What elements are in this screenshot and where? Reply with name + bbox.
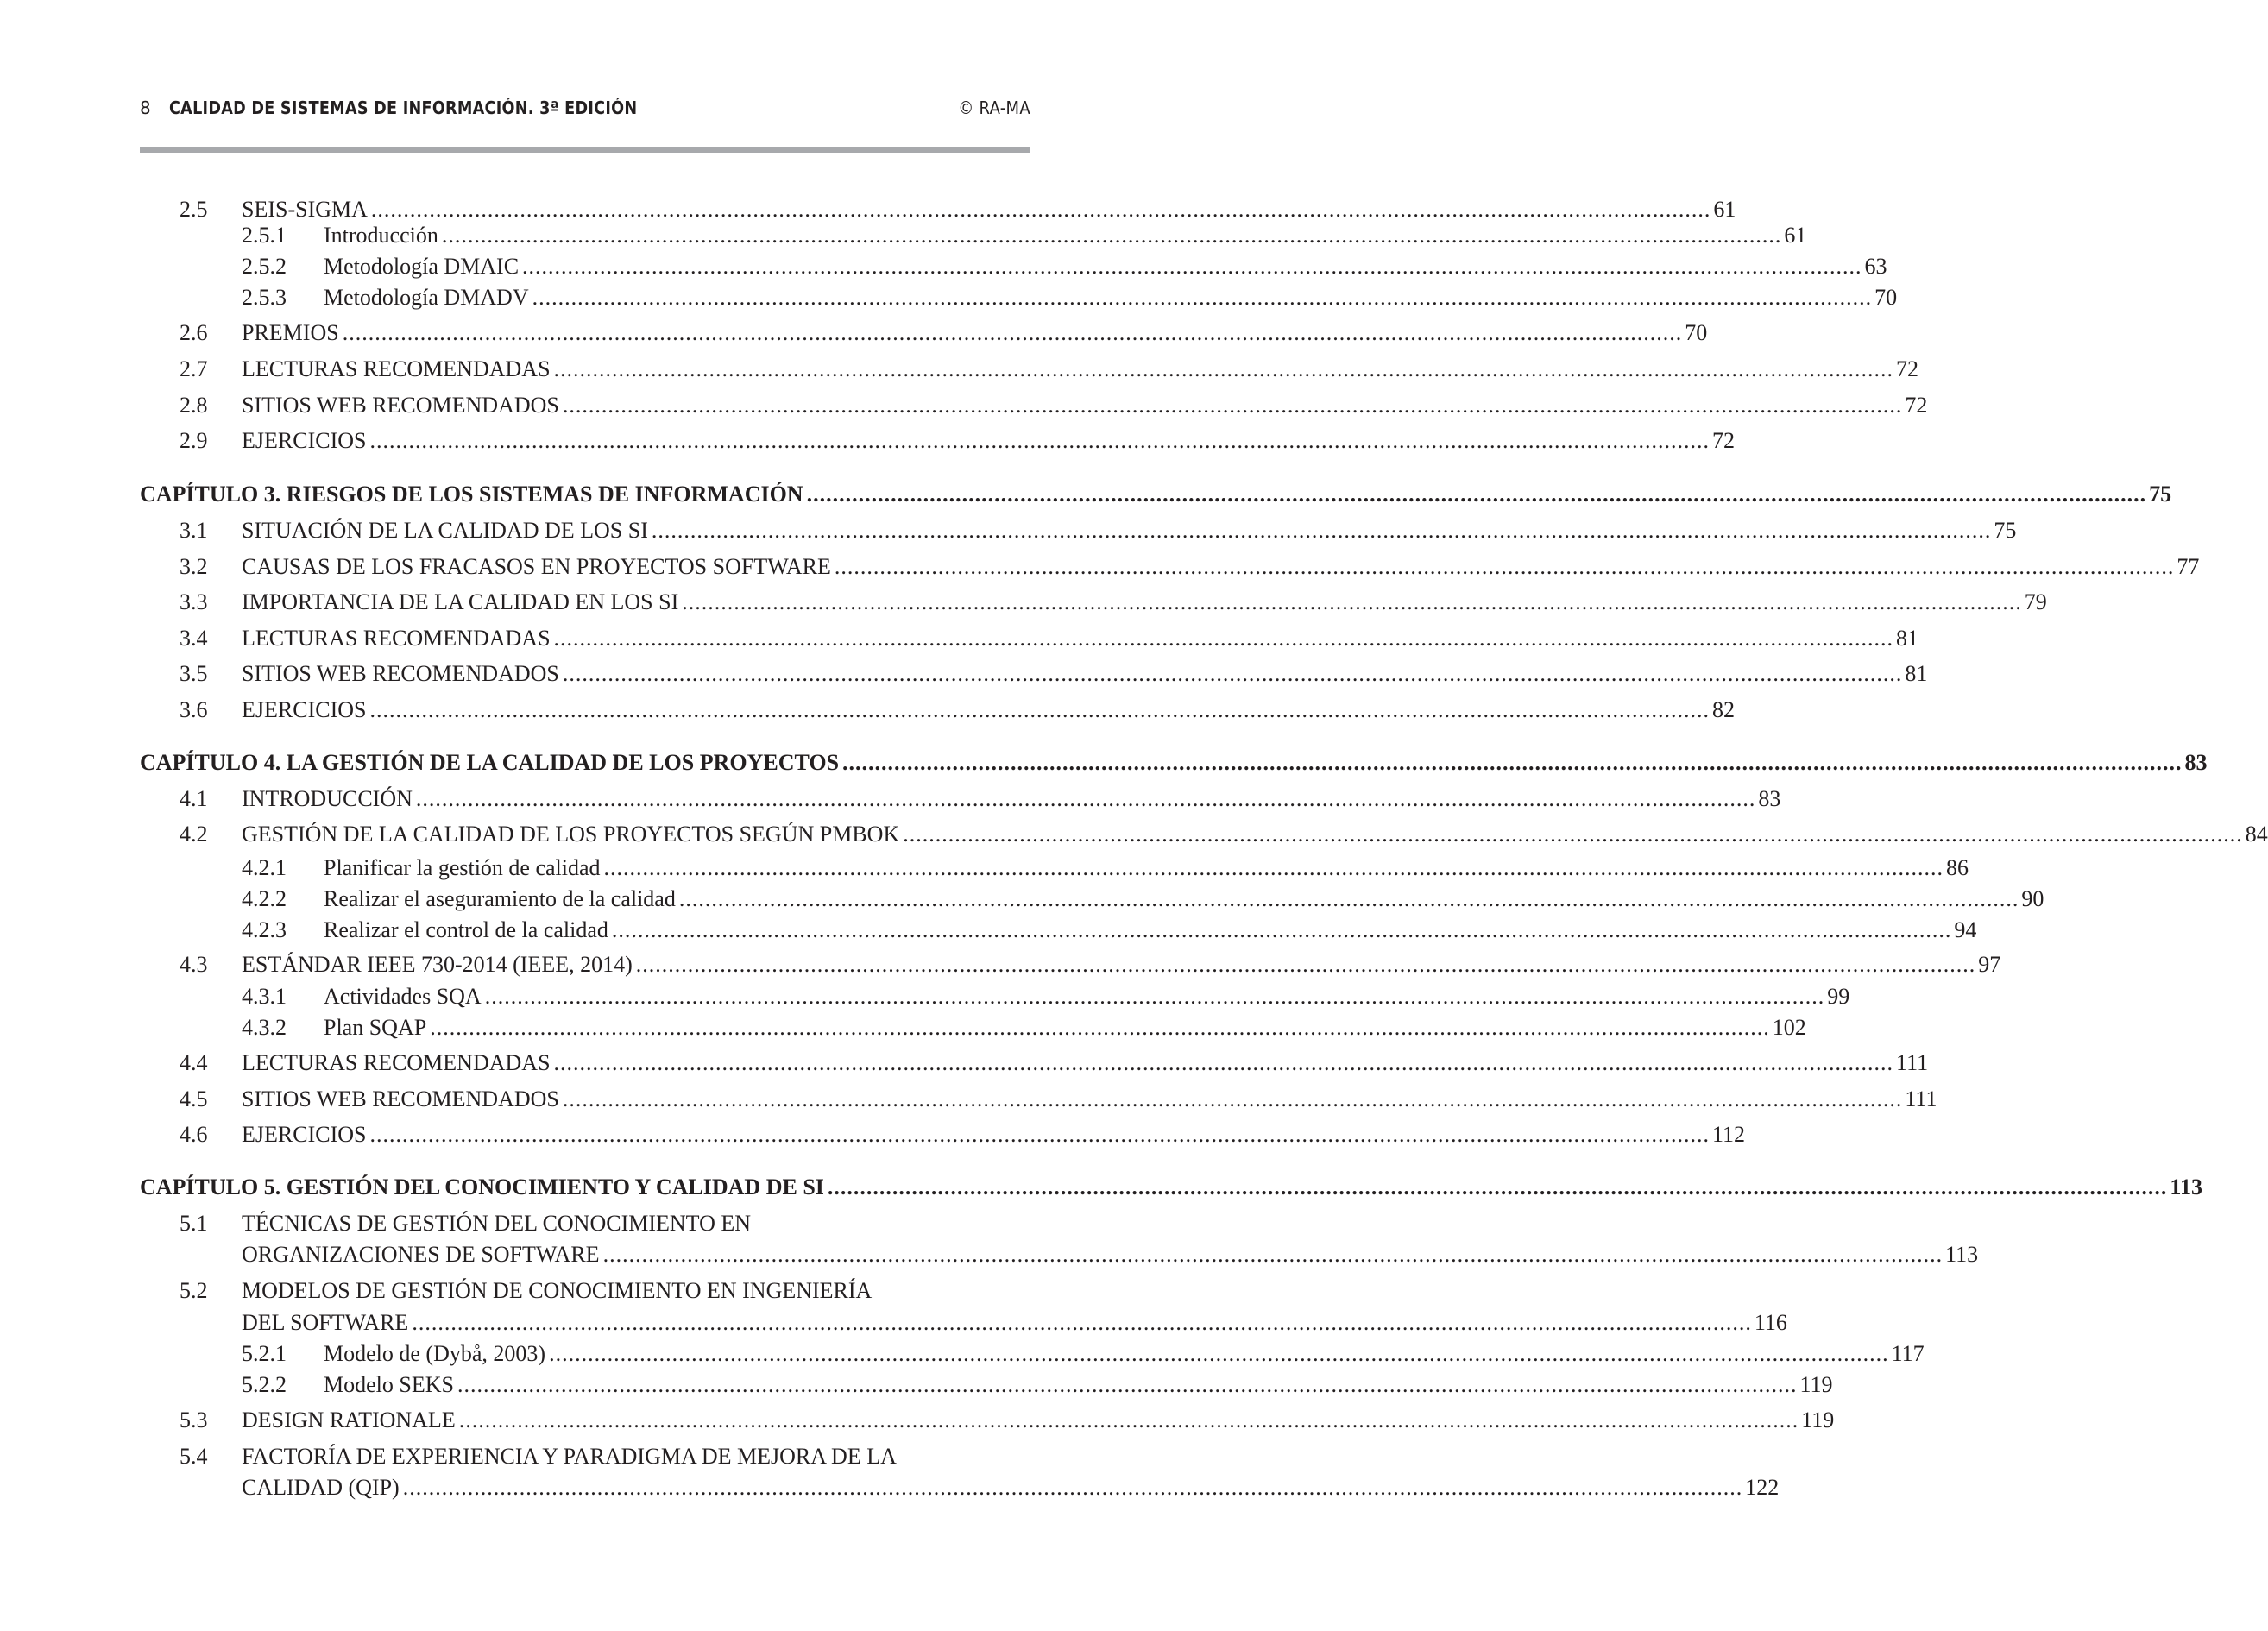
toc-entry [140, 982, 1850, 1011]
toc-entry-page: 117 [1891, 1341, 1925, 1366]
toc-entry-page: 116 [1754, 1310, 1787, 1335]
toc-entry-page: 111 [1896, 1050, 1929, 1075]
header-book-title: CALIDAD DE SISTEMAS DE INFORMACIÓN. 3ª EDICIÓN [169, 98, 638, 118]
toc-entry [140, 1013, 1806, 1042]
toc-entry-label: SITIOS WEB RECOMENDADOS [242, 661, 559, 686]
toc-leader-dots: ............................................................................................................................................................................................................... [602, 1242, 1944, 1267]
toc-entry-label: DEL SOFTWARE [242, 1310, 409, 1335]
toc-leader-dots: ............................................................................................................................................................................................................... [827, 1174, 2168, 1200]
toc-entry-number: 5.2.2 [242, 1372, 287, 1397]
toc-entry [140, 1406, 1835, 1435]
toc-entry-label: Plan SQAP [324, 1015, 427, 1040]
toc-leader-dots: ............................................................................................................................................................................................................... [369, 1122, 1710, 1147]
toc-entry-label: EJERCICIOS [242, 697, 367, 722]
toc-entry [140, 950, 2001, 979]
toc-leader-dots: ............................................................................................................................................................................................................... [651, 518, 1992, 543]
toc-entry [140, 1085, 1937, 1114]
toc-entry [140, 391, 1928, 420]
toc-entry-number: 4.2 [180, 822, 208, 847]
toc-entry-label: PREMIOS [242, 320, 339, 345]
toc-entry-number: 2.5 [180, 197, 208, 222]
toc-leader-dots: ............................................................................................................................................................................................................... [402, 1475, 1743, 1500]
toc-entry-number: 2.5.2 [242, 254, 287, 279]
toc-chapter-page: 83 [2184, 750, 2208, 775]
toc-entry-page: 99 [1827, 984, 1850, 1009]
toc-chapter [140, 1173, 2202, 1202]
toc-leader-dots: ............................................................................................................................................................................................................... [458, 1407, 1799, 1433]
toc-entry-page: 77 [2177, 554, 2200, 579]
toc-entry-page: 112 [1711, 1122, 1746, 1147]
toc-chapter-page: 75 [2149, 482, 2172, 507]
toc-entry-number: 3.5 [180, 661, 208, 686]
toc-entry-page: 84 [2245, 822, 2268, 847]
toc-entry-number: 3.1 [180, 518, 208, 543]
toc-entry-label: Introducción [324, 223, 438, 248]
toc-entry-page: 63 [1864, 254, 1887, 279]
toc-leader-dots: ............................................................................................................................................................................................................... [342, 320, 1683, 345]
toc-entry-page: 83 [1758, 786, 1781, 811]
toc-entry-number: 4.6 [180, 1122, 208, 1147]
toc-chapter-title: CAPÍTULO 3. RIESGOS DE LOS SISTEMAS DE INFORMACIÓN [140, 482, 803, 507]
toc-entry [140, 1120, 1746, 1149]
toc-entry [140, 221, 1807, 250]
toc-entry-label: LECTURAS RECOMENDADAS [242, 1050, 551, 1075]
toc-entry-number: 4.2.2 [242, 886, 287, 911]
toc-entry-label: DESIGN RATIONALE [242, 1407, 456, 1433]
toc-entry-label: FACTORÍA DE EXPERIENCIA Y PARADIGMA DE MEJORA DE LA [242, 1444, 897, 1469]
toc-entry [140, 1442, 1029, 1471]
toc-chapter [140, 480, 2172, 509]
toc-entry [140, 195, 1736, 224]
toc-leader-dots: ............................................................................................................................................................................................................... [635, 952, 1976, 977]
toc-entry-page: 102 [1772, 1015, 1806, 1040]
toc-entry-number: 2.8 [180, 393, 208, 418]
toc-entry [140, 318, 1708, 348]
toc-entry-page: 81 [1905, 661, 1928, 686]
toc-entry [140, 588, 2047, 617]
toc-leader-dots: ............................................................................................................................................................................................................... [553, 626, 1894, 651]
toc-entry [140, 355, 1919, 384]
toc-entry-number: 3.4 [180, 626, 208, 651]
toc-entry-continuation [140, 1473, 1780, 1502]
toc-entry-page: 70 [1874, 285, 1898, 310]
toc-entry [140, 624, 1919, 653]
toc-entry-page: 113 [1945, 1242, 1979, 1267]
toc-entry-page: 70 [1685, 320, 1708, 345]
toc-entry-number: 3.2 [180, 554, 208, 579]
toc-entry-page: 61 [1713, 197, 1736, 222]
toc-leader-dots: ............................................................................................................................................................................................................... [834, 554, 2175, 579]
toc-leader-dots: ............................................................................................................................................................................................................... [412, 1310, 1752, 1335]
toc-entry-number: 5.4 [180, 1444, 208, 1469]
toc-entry-page: 94 [1954, 917, 1977, 942]
toc-leader-dots: ............................................................................................................................................................................................................... [522, 254, 1862, 279]
toc-entry-label: SITIOS WEB RECOMENDADOS [242, 393, 559, 418]
toc-entry-label: Actividades SQA [324, 984, 482, 1009]
toc-entry-label: Planificar la gestión de calidad [324, 855, 601, 880]
toc-leader-dots: ............................................................................................................................................................................................................... [562, 393, 1903, 418]
toc-leader-dots: ............................................................................................................................................................................................................... [562, 661, 1903, 686]
toc-entry-page: 119 [1799, 1372, 1833, 1397]
toc-entry-number: 2.5.1 [242, 223, 287, 248]
toc-entry-page: 111 [1905, 1086, 1937, 1111]
toc-entry [140, 283, 1898, 312]
toc-entry-page: 86 [1946, 855, 1969, 880]
toc-entry-number: 4.3.2 [242, 1015, 287, 1040]
toc-entry-number: 5.3 [180, 1407, 208, 1433]
toc-entry-label: Metodología DMAIC [324, 254, 520, 279]
toc-chapter [140, 748, 2208, 778]
toc-leader-dots: ............................................................................................................................................................................................................... [553, 1050, 1894, 1075]
toc-entry-number: 4.2.3 [242, 917, 287, 942]
toc-entry-label: SITUACIÓN DE LA CALIDAD DE LOS SI [242, 518, 648, 543]
toc-leader-dots: ............................................................................................................................................................................................................... [603, 855, 1944, 880]
toc-leader-dots: ............................................................................................................................................................................................................... [532, 285, 1873, 310]
toc-entry-number: 3.6 [180, 697, 208, 722]
toc-entry [140, 552, 2200, 582]
toc-entry-number: 2.7 [180, 356, 208, 381]
toc-entry-label: CAUSAS DE LOS FRACASOS EN PROYECTOS SOFTWARE [242, 554, 831, 579]
toc-entry-number: 3.3 [180, 589, 208, 614]
toc-entry-label: LECTURAS RECOMENDADAS [242, 356, 551, 381]
toc-entry [140, 784, 1781, 814]
toc-entry-number: 4.1 [180, 786, 208, 811]
toc-entry-label: GESTIÓN DE LA CALIDAD DE LOS PROYECTOS SEGÚN PMBOK [242, 822, 900, 847]
toc-entry-label: Metodología DMADV [324, 285, 529, 310]
toc-entry-number: 5.2.1 [242, 1341, 287, 1366]
toc-chapter-page: 113 [2170, 1174, 2202, 1200]
toc-entry-page: 72 [1905, 393, 1928, 418]
toc-entry-label: Realizar el aseguramiento de la calidad [324, 886, 676, 911]
toc-entry-label: Realizar el control de la calidad [324, 917, 608, 942]
toc-chapter-title: CAPÍTULO 5. GESTIÓN DEL CONOCIMIENTO Y CALIDAD DE SI [140, 1174, 824, 1200]
toc-leader-dots: ............................................................................................................................................................................................................... [549, 1341, 1889, 1366]
toc-entry-continuation [140, 1240, 1979, 1269]
toc-leader-dots: ............................................................................................................................................................................................................... [553, 356, 1894, 381]
toc-entry-label: INTRODUCCIÓN [242, 786, 413, 811]
toc-entry-label: TÉCNICAS DE GESTIÓN DEL CONOCIMIENTO EN [242, 1211, 752, 1236]
toc-entry-label: SEIS-SIGMA [242, 197, 368, 222]
toc-entry [140, 820, 2268, 849]
toc-entry-label: LECTURAS RECOMENDADAS [242, 626, 551, 651]
toc-entry-number: 4.5 [180, 1086, 208, 1111]
toc-entry-label: EJERCICIOS [242, 1122, 367, 1147]
toc-leader-dots: ............................................................................................................................................................................................................... [806, 482, 2147, 507]
toc-entry-page: 61 [1784, 223, 1807, 248]
toc-entry [140, 252, 1887, 281]
toc-leader-dots: ............................................................................................................................................................................................................... [430, 1015, 1770, 1040]
toc-entry [140, 1276, 1029, 1306]
toc-entry-continuation [140, 1308, 1787, 1338]
toc-entry-label: Modelo SEKS [324, 1372, 454, 1397]
toc-leader-dots: ............................................................................................................................................................................................................... [369, 428, 1710, 453]
toc-entry-label: SITIOS WEB RECOMENDADOS [242, 1086, 559, 1111]
toc-entry-number: 2.9 [180, 428, 208, 453]
toc-entry-number: 4.3.1 [242, 984, 287, 1009]
toc-entry-number: 5.1 [180, 1211, 208, 1236]
toc-entry-page: 119 [1801, 1407, 1835, 1433]
toc-entry [140, 516, 2017, 545]
toc-entry-label: IMPORTANCIA DE LA CALIDAD EN LOS SI [242, 589, 679, 614]
toc-leader-dots: ............................................................................................................................................................................................................... [441, 223, 1782, 248]
header-publisher: © RA-MA [958, 98, 1030, 118]
toc-leader-dots: ............................................................................................................................................................................................................... [562, 1086, 1903, 1111]
toc-entry-page: 72 [1896, 356, 1919, 381]
toc-entry [140, 1339, 1925, 1369]
toc-entry [140, 916, 1977, 945]
toc-leader-dots: ............................................................................................................................................................................................................... [415, 786, 1756, 811]
toc-entry [140, 696, 1735, 725]
toc-entry-label: ORGANIZACIONES DE SOFTWARE [242, 1242, 600, 1267]
toc-entry [140, 1370, 1833, 1400]
toc-leader-dots: ............................................................................................................................................................................................................... [611, 917, 1952, 942]
toc-entry-number: 5.2 [180, 1278, 208, 1303]
toc-entry [140, 885, 2044, 914]
toc-entry-page: 90 [2021, 886, 2044, 911]
toc-entry-label: CALIDAD (QIP) [242, 1475, 400, 1500]
toc-entry-number: 2.6 [180, 320, 208, 345]
toc-entry-number: 4.4 [180, 1050, 208, 1075]
header-page-number: 8 [140, 98, 152, 118]
header-rule [140, 147, 1030, 153]
toc-entry-label: ESTÁNDAR IEEE 730-2014 (IEEE, 2014) [242, 952, 633, 977]
toc-chapter-title: CAPÍTULO 4. LA GESTIÓN DE LA CALIDAD DE LOS PROYECTOS [140, 750, 840, 775]
toc-entry [140, 1209, 1029, 1238]
toc-leader-dots: ............................................................................................................................................................................................................... [842, 750, 2183, 775]
toc-entry-number: 2.5.3 [242, 285, 287, 310]
toc-leader-dots: ............................................................................................................................................................................................................... [484, 984, 1825, 1009]
toc-leader-dots: ............................................................................................................................................................................................................... [457, 1372, 1798, 1397]
toc-leader-dots: ............................................................................................................................................................................................................... [903, 822, 2243, 847]
running-header [140, 93, 1030, 128]
toc-entry-label: EJERCICIOS [242, 428, 367, 453]
toc-leader-dots: ............................................................................................................................................................................................................... [369, 697, 1710, 722]
toc-leader-dots: ............................................................................................................................................................................................................... [678, 886, 2019, 911]
toc-entry-number: 4.3 [180, 952, 208, 977]
toc-entry-page: 81 [1896, 626, 1919, 651]
toc-entry-label: MODELOS DE GESTIÓN DE CONOCIMIENTO EN INGENIERÍA [242, 1278, 873, 1303]
toc-entry [140, 853, 1969, 883]
toc-entry [140, 1048, 1929, 1078]
toc-entry-page: 79 [2024, 589, 2047, 614]
toc-leader-dots: ............................................................................................................................................................................................................... [370, 197, 1711, 222]
toc-entry-page: 97 [1978, 952, 2001, 977]
toc-entry-label: Modelo de (Dybå, 2003) [324, 1341, 546, 1366]
toc-entry-page: 75 [1994, 518, 2017, 543]
toc-leader-dots: ............................................................................................................................................................................................................... [682, 589, 2022, 614]
toc-entry-number: 4.2.1 [242, 855, 287, 880]
toc-entry-page: 82 [1711, 697, 1735, 722]
toc-entry-page: 72 [1711, 428, 1735, 453]
toc-entry-page: 122 [1745, 1475, 1780, 1500]
toc-entry [140, 426, 1735, 456]
toc-entry [140, 659, 1928, 689]
